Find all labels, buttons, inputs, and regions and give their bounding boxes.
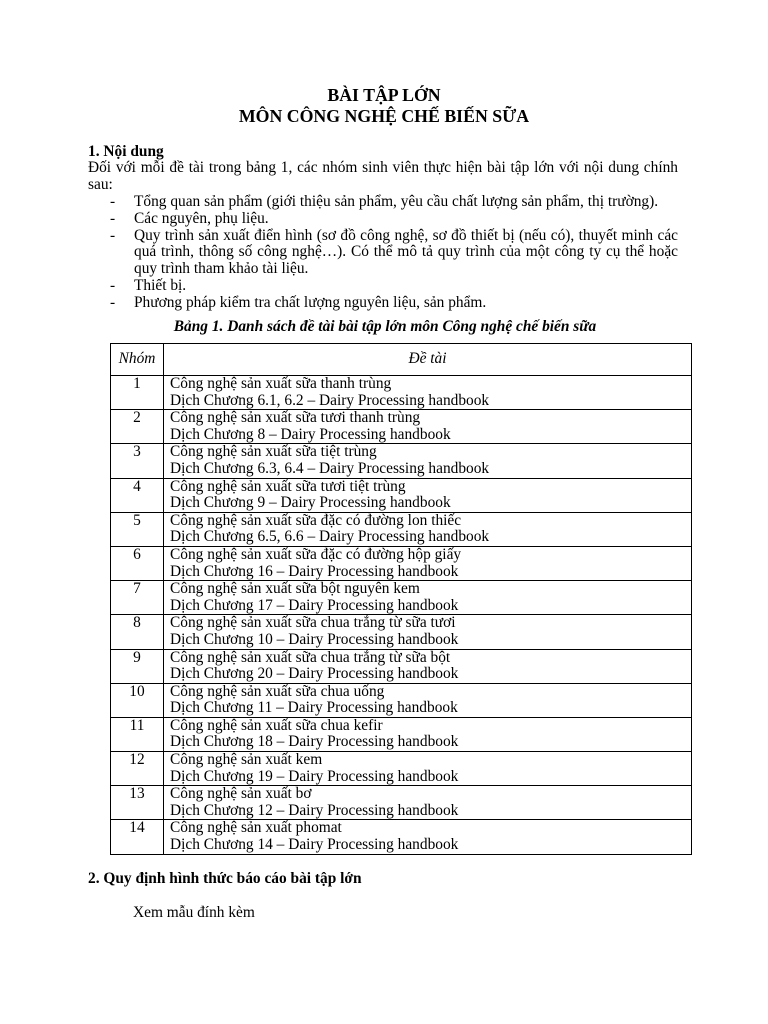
bullet-text: quy trình tham khảo tài liệu.: [134, 260, 309, 278]
bullet-marker: -: [110, 192, 116, 210]
title-line-1: BÀI TẬP LỚN: [327, 85, 441, 105]
topic-cell: [164, 820, 692, 854]
topic-title: Công nghệ sản xuất phomat: [170, 819, 342, 837]
table-row: [111, 615, 692, 649]
bullet-text: Thiết bị.: [134, 276, 187, 294]
topic-title: Công nghệ sản xuất sữa đặc có đường lon thiếc: [170, 511, 462, 529]
topic-cell: [164, 410, 692, 444]
topic-cell: [164, 649, 692, 683]
table-caption: Bảng 1. Danh sách đề tài bài tập lớn môn Công nghệ chế biến sữa: [173, 317, 597, 335]
section-1-heading: 1. Nội dung: [88, 142, 164, 160]
topic-reference: Dịch Chương 6.1, 6.2 – Dairy Processing handbook: [170, 391, 490, 409]
group-number: 13: [111, 786, 164, 820]
group-number: 3: [111, 444, 164, 478]
table-row: [111, 444, 692, 478]
topic-title: Công nghệ sản xuất sữa tươi tiệt trùng: [170, 477, 406, 495]
group-number: 2: [111, 410, 164, 444]
topic-reference: Dịch Chương 18 – Dairy Processing handbook: [170, 733, 459, 751]
topic-title: Công nghệ sản xuất sữa đặc có đường hộp giấy: [170, 545, 462, 563]
topic-reference: Dịch Chương 19 – Dairy Processing handbook: [170, 767, 459, 785]
intro-line: sau:: [88, 176, 113, 194]
topic-title: Công nghệ sản xuất sữa chua trắng từ sữa tươi: [170, 614, 456, 632]
group-number: 10: [111, 683, 164, 717]
table-header-row: [111, 344, 692, 376]
table-row: [111, 649, 692, 683]
topic-cell: [164, 546, 692, 580]
topic-cell: [164, 581, 692, 615]
bullet-item: [88, 228, 678, 278]
topic-cell: [164, 786, 692, 820]
topic-reference: Dịch Chương 10 – Dairy Processing handbook: [170, 630, 459, 648]
bullet-text: Quy trình sản xuất điển hình (sơ đồ công nghệ, sơ đồ thiết bị (nếu có), thuyết minh các: [134, 226, 678, 244]
topic-cell: [164, 615, 692, 649]
bullet-marker: -: [110, 209, 116, 227]
document-title: [88, 85, 680, 127]
section-2-heading: 2. Quy định hình thức báo cáo bài tập lớn: [88, 869, 362, 887]
bullet-marker: -: [110, 293, 116, 311]
group-number: 7: [111, 581, 164, 615]
topic-cell: [164, 512, 692, 546]
group-number: 4: [111, 478, 164, 512]
table-row: [111, 683, 692, 717]
topic-title: Công nghệ sản xuất kem: [170, 751, 323, 769]
topic-title: Công nghệ sản xuất bơ: [170, 785, 312, 803]
table-row: [111, 752, 692, 786]
topic-title: Công nghệ sản xuất sữa tươi thanh trùng: [170, 409, 421, 427]
bullet-item: [88, 295, 678, 312]
topic-reference: Dịch Chương 6.3, 6.4 – Dairy Processing handbook: [170, 459, 490, 477]
bullet-item: [88, 278, 678, 295]
bullet-text: quá trình, thông số công nghệ…). Có thể mô tả quy trình của một công ty cụ thể hoặc: [134, 243, 678, 261]
group-number: 11: [111, 717, 164, 751]
bullet-text: Tổng quan sản phẩm (giới thiệu sản phẩm, yêu cầu chất lượng sản phẩm, thị trường).: [134, 192, 659, 210]
topic-cell: [164, 376, 692, 410]
topic-reference: Dịch Chương 16 – Dairy Processing handbook: [170, 562, 459, 580]
section-2-body: Xem mẫu đính kèm: [133, 903, 255, 921]
table-row: [111, 376, 692, 410]
group-number: 12: [111, 752, 164, 786]
topic-title: Công nghệ sản xuất sữa bột nguyên kem: [170, 580, 420, 598]
table-row: [111, 478, 692, 512]
topics-table: [110, 343, 692, 855]
topic-title: Công nghệ sản xuất sữa tiệt trùng: [170, 443, 377, 461]
header-topic: Đề tài: [164, 344, 692, 376]
header-group: Nhóm: [111, 344, 164, 376]
bullet-text: Các nguyên, phụ liệu.: [134, 209, 269, 227]
table-row: [111, 717, 692, 751]
table-row: [111, 512, 692, 546]
topic-title: Công nghệ sản xuất sữa thanh trùng: [170, 375, 392, 392]
topic-cell: [164, 683, 692, 717]
table-row: [111, 820, 692, 854]
bullet-item: [88, 194, 678, 211]
bullet-marker: -: [110, 276, 116, 294]
topic-reference: Dịch Chương 12 – Dairy Processing handbook: [170, 801, 459, 819]
topic-title: Công nghệ sản xuất sữa chua kefir: [170, 716, 383, 734]
topic-cell: [164, 478, 692, 512]
topic-reference: Dịch Chương 6.5, 6.6 – Dairy Processing handbook: [170, 528, 490, 546]
topic-reference: Dịch Chương 11 – Dairy Processing handbook: [170, 699, 458, 717]
table-row: [111, 786, 692, 820]
intro-line: Đối với mỗi đề tài trong bảng 1, các nhóm sinh viên thực hiện bài tập lớn với nội dung chính: [88, 159, 678, 177]
table-row: [111, 546, 692, 580]
topic-reference: Dịch Chương 8 – Dairy Processing handbook: [170, 425, 451, 443]
table-row: [111, 410, 692, 444]
group-number: 14: [111, 820, 164, 854]
topic-reference: Dịch Chương 9 – Dairy Processing handbook: [170, 494, 451, 512]
topic-reference: Dịch Chương 17 – Dairy Processing handbook: [170, 596, 459, 614]
group-number: 8: [111, 615, 164, 649]
topic-title: Công nghệ sản xuất sữa chua uống: [170, 682, 385, 700]
topic-reference: Dịch Chương 14 – Dairy Processing handbook: [170, 836, 459, 854]
bullet-item: [88, 211, 678, 228]
topic-cell: [164, 717, 692, 751]
table-row: [111, 581, 692, 615]
group-number: 1: [111, 376, 164, 410]
topic-reference: Dịch Chương 20 – Dairy Processing handbook: [170, 665, 459, 683]
group-number: 5: [111, 512, 164, 546]
group-number: 9: [111, 649, 164, 683]
section-content: [88, 144, 678, 312]
bullet-text: Phương pháp kiểm tra chất lượng nguyên liệu, sản phẩm.: [134, 293, 487, 311]
topic-cell: [164, 752, 692, 786]
topic-cell: [164, 444, 692, 478]
title-line-2: MÔN CÔNG NGHỆ CHẾ BIẾN SỮA: [238, 106, 530, 126]
topic-title: Công nghệ sản xuất sữa chua trắng từ sữa bột: [170, 648, 451, 666]
group-number: 6: [111, 546, 164, 580]
bullet-marker: -: [110, 226, 116, 244]
